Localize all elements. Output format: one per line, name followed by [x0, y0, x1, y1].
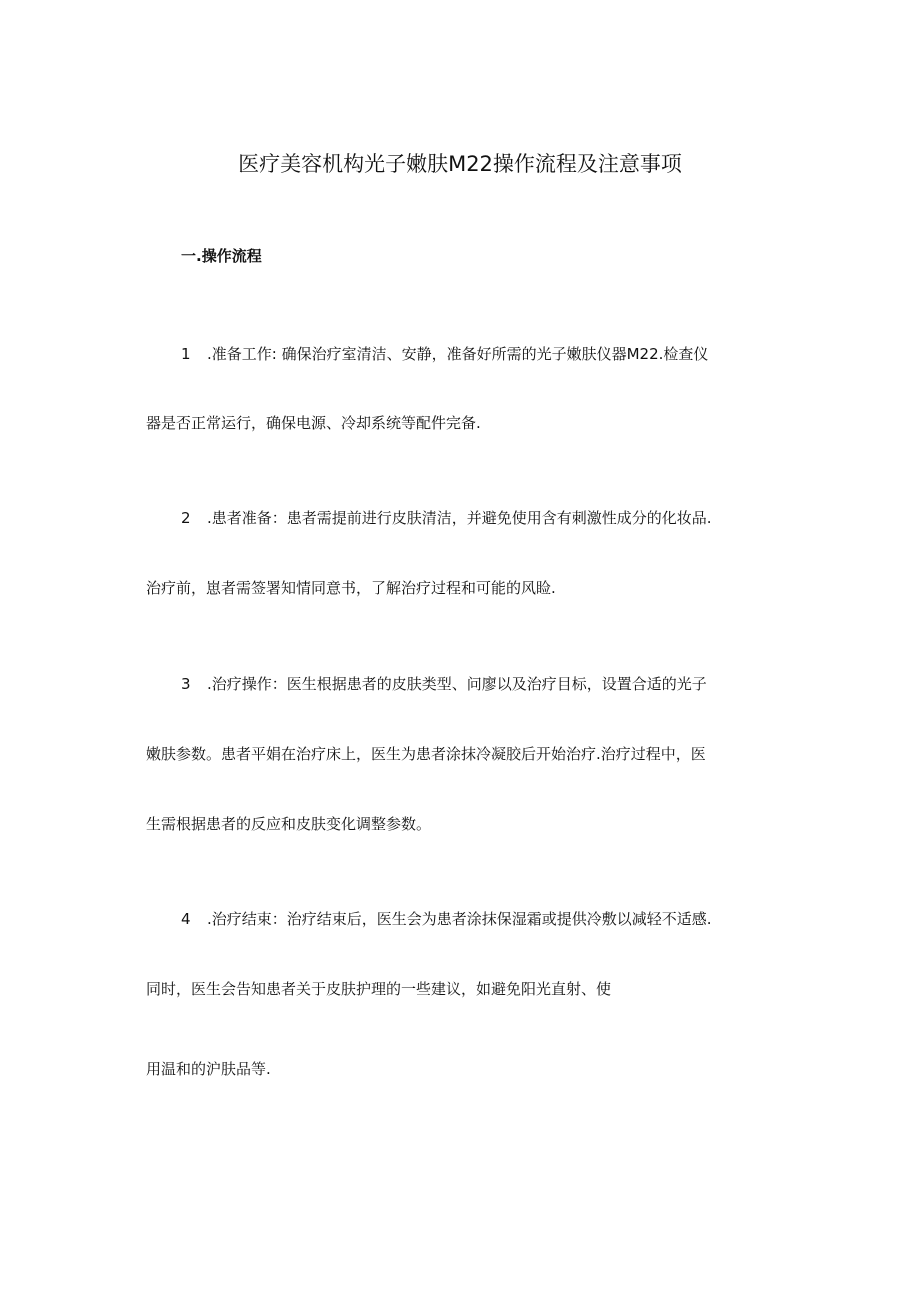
paragraph-line: 生需根据患者的反应和皮肤变化调整参数。	[146, 815, 432, 833]
paragraph-line	[181, 342, 708, 366]
item-number: 2	[181, 509, 191, 527]
item-text: .患者准备：患者需提前进行皮肤清洁，并避免使用含有刺激性成分的化妆品.	[207, 509, 712, 527]
item-number: 1	[181, 345, 191, 363]
section-heading: 一.操作流程	[181, 247, 262, 265]
item-text: .治疗操作：医生根据患者的皮肤类型、问廖以及治疗目标，设置合适的光子	[207, 675, 707, 693]
item-number: 3	[181, 675, 191, 693]
paragraph-line: 用温和的沪肤品等.	[146, 1060, 271, 1078]
paragraph-line	[181, 672, 707, 696]
item-text: .治疗结束：治疗结束后，医生会为患者涂抹保湿霜或提供冷敷以减轻不适感.	[207, 910, 712, 928]
item-text: .准备工作: 确保治疗室清洁、安静，准备好所需的光子嫩肤仪器M22.检查仪	[207, 345, 709, 363]
paragraph-line: 嫩肤参数。患者平娟在治疗床上，医生为患者涂抹冷凝胶后开始治疗.治疗过程中，医	[146, 745, 706, 763]
paragraph-line: 器是否正常运行，确保电源、冷却系统等配件完备.	[146, 414, 481, 432]
paragraph-line	[181, 506, 712, 530]
document-title: 医疗美容机构光子嫩肤M22操作流程及注意事项	[238, 152, 682, 176]
paragraph-line	[181, 907, 712, 931]
paragraph-line: 同时，医生会告知患者关于皮肤护理的一些建议，如避免阳光直射、使	[146, 980, 612, 998]
paragraph-line: 治疗前，崽者需签署知情同意书，了解治疗过程和可能的风睑.	[146, 579, 556, 597]
item-number: 4	[181, 910, 191, 928]
